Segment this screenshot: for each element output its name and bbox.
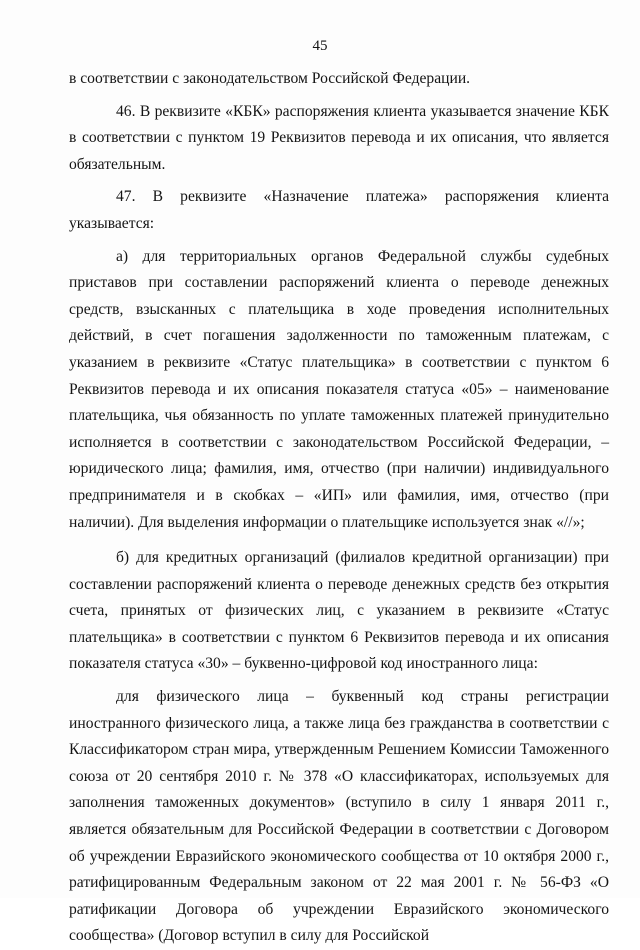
paragraph-continuation: в соответствии с законодательством Российской Федерации.: [69, 70, 471, 87]
paragraph-47-a: а) для территориальных органов Федеральной службы судебных приставов при составлении распоряжений клиента о переводе денежных средств, взысканных с плательщика в ходе проведения исполнительных действий, в счет погашения задолженности по таможенным платежам, с указанием в реквизите «Статус плательщика» в соответствии с пунктом 6 Реквизитов перевода и их описания показателя статуса «05» – наименование плательщика, чья обязанность по уплате таможенных платежей принудительно исполняется в соответствии с законодательством Российской Федерации, – юридического лица; фамилия, имя, отчество (при наличии) индивидуального предпринимателя и в скобках – «ИП» или фамилия, имя, отчество (при наличии). Для выделения информации о плательщике используется знак «//»;: [69, 247, 609, 531]
paragraph-47-b: б) для кредитных организаций (филиалов кредитной организации) при составлении распоряжений клиента о переводе денежных средств без открытия счета, принятых от физических лиц, с указанием в реквизите «Статус плательщика» в соответствии с пунктом 6 Реквизитов перевода и их описания показателя статуса «30» – буквенно-цифровой код иностранного лица:: [69, 549, 609, 673]
paragraph-47: 47. В реквизите «Назначение платежа» распоряжения клиента указывается:: [69, 188, 609, 232]
page-number: 45: [312, 38, 328, 54]
paragraph-physical-person: для физического лица – буквенный код страны регистрации иностранного физического лица, а также лица без гражданства в соответствии с Классификатором стран мира, утвержденным Решением Комиссии Таможенного союза от 20 сентября 2010 г. № 378 «О классификаторах, используемых для заполнения таможенных документов» (вступило в силу 1 января 2011 г., является обязательным для Российской Федерации в соответствии с Договором об учреждении Евразийского экономического сообщества от 10 октября 2000 г., ратифицированным Федеральным законом от 22 мая 2001 г. № 56-ФЗ «О ратификации Договора об учреждении Евразийского экономического сообщества» (Договор вступил в силу для Российской: [69, 688, 609, 945]
document-body: [69, 66, 609, 950]
paragraph-46: 46. В реквизите «КБК» распоряжения клиента указывается значение КБК в соответствии с пунктом 19 Реквизитов перевода и их описания, что является обязательным.: [69, 102, 609, 173]
